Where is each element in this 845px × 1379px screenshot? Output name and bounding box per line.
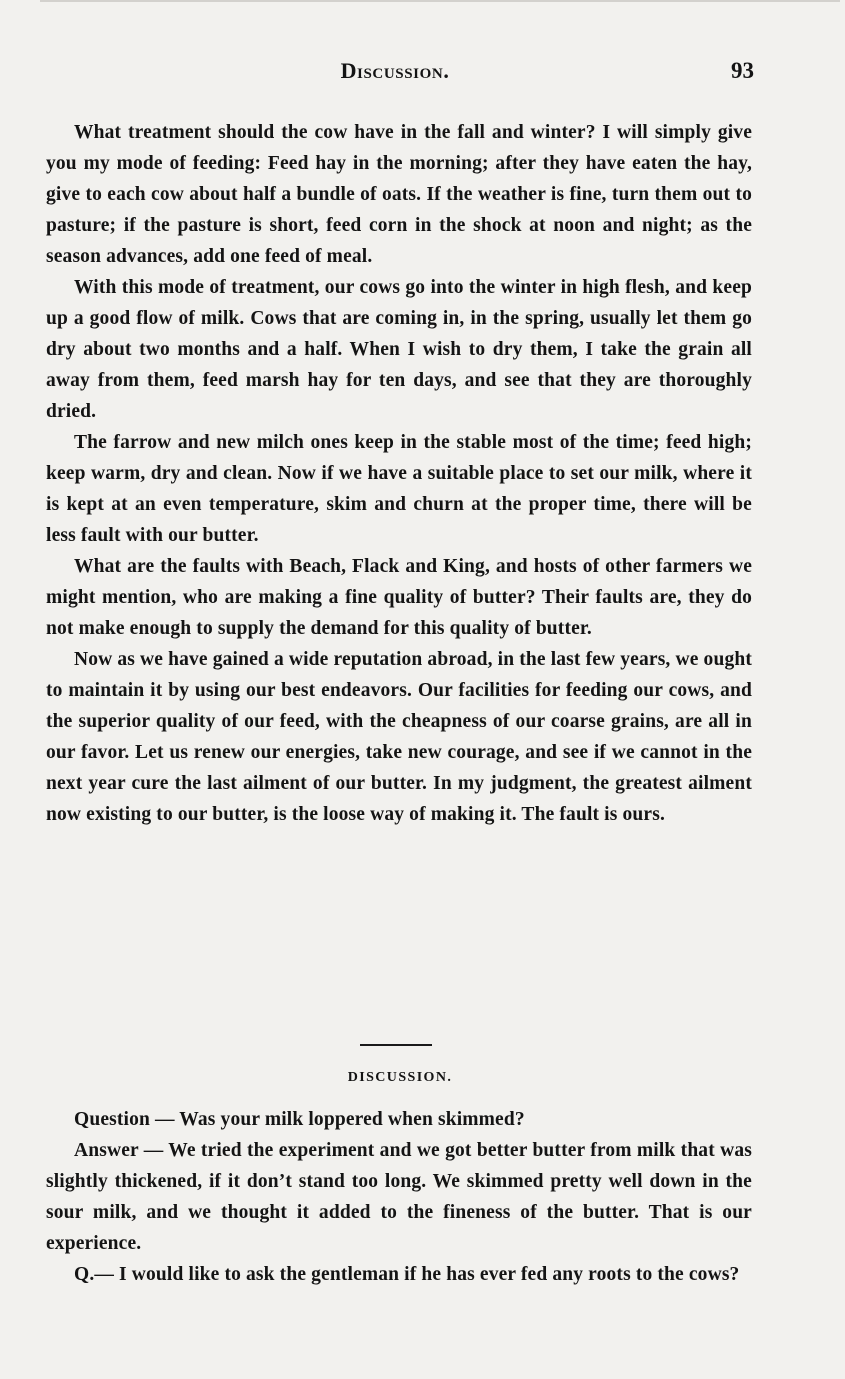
paragraph-faults: What are the faults with Beach, Flack and King, and hosts of other farmers we might mention, who are making a fine quality of butter? Their faults are, they do not make enough to supply the demand for this quality of butter. <box>46 556 752 639</box>
discussion-text <box>46 1104 752 1290</box>
discussion-question: Question — Was your milk loppered when skimmed? <box>74 1109 525 1130</box>
paragraph-mode-of-treatment: With this mode of treatment, our cows go into the winter in high flesh, and keep up a good flow of milk. Cows that are coming in, in the spring, usually let them go dry about two months and a half. When I wish to dry them, I take the grain all away from them, feed marsh hay for ten days, and see that they are thoroughly dried. <box>46 277 752 422</box>
discussion-heading: DISCUSSION. <box>347 1070 453 1085</box>
page-number: 93 <box>731 58 754 83</box>
discussion-followup-question: Q.— I would like to ask the gentleman if he has ever fed any roots to the cows? <box>74 1264 740 1285</box>
paragraph-farrow-milch: The farrow and new milch ones keep in the stable most of the time; feed high; keep warm, dry and clean. Now if we have a suitable place to set our milk, where it is kept at an even temperature, skim and churn at the proper time, there will be less fault with our butter. <box>46 432 752 546</box>
paragraph-fall-winter-treatment: What treatment should the cow have in the fall and winter? I will simply give you my mode of feeding: Feed hay in the morning; after they have eaten the hay, give to each cow about half a bundle of oats. If the weather is fine, turn them out to pasture; if the pasture is short, feed corn in the shock at noon and night; as the season advances, add one feed of meal. <box>46 122 752 267</box>
body-text <box>46 117 752 830</box>
running-head <box>0 58 845 88</box>
discussion-answer: Answer — We tried the experiment and we got better butter from milk that was slightly thickened, if it don’t stand too long. We skimmed pretty well down in the sour milk, and we thought it added to the fineness of the butter. That is our experience. <box>46 1140 752 1254</box>
page-edge-shadow <box>40 0 840 10</box>
paragraph-reputation: Now as we have gained a wide reputation abroad, in the last few years, we ought to maintain it by using our best endeavors. Our facilities for feeding our cows, and the superior quality of our feed, with the cheapness of our coarse grains, are all in our favor. Let us renew our energies, take new courage, and see if we cannot in the next year cure the last ailment of our butter. In my judgment, the greatest ailment now existing to our butter, is the loose way of making it. The fault is ours. <box>46 649 752 825</box>
section-divider <box>360 1044 432 1046</box>
running-title: Discussion. <box>340 58 450 83</box>
